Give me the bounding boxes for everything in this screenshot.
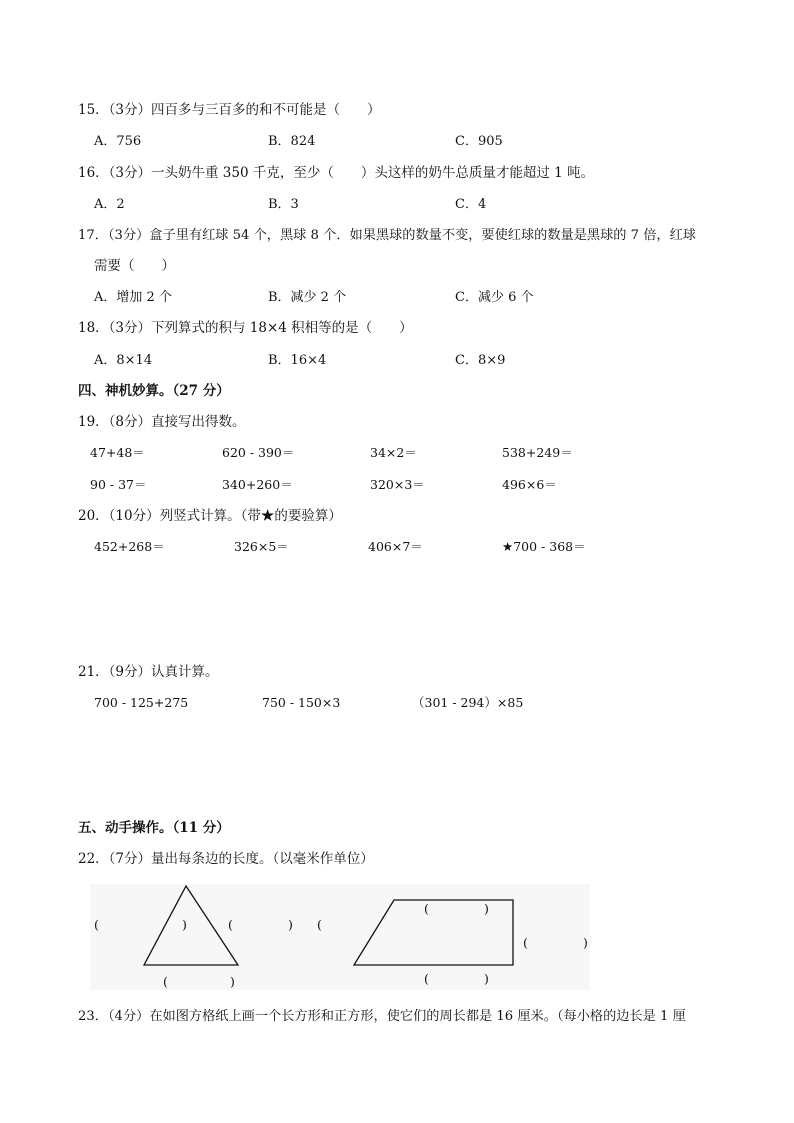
q17-option-c[interactable]: C．减少 6 个: [455, 290, 534, 305]
q20-stem: 20．（10分）列竖式计算。（带★的要验算）: [78, 508, 342, 524]
q19-item-1: 47+48＝: [90, 445, 145, 460]
trapezoid-bottom-open-paren: (: [424, 971, 429, 986]
q21-item-2: 750 - 150×3: [262, 695, 341, 710]
q20-item-2: 326×5＝: [234, 539, 289, 554]
q18-option-a[interactable]: A．8×14: [94, 353, 153, 368]
q19-item-7: 320×3＝: [370, 477, 425, 492]
q19-stem: 19．（8分）直接写出得数。: [78, 414, 246, 430]
q20-item-3: 406×7＝: [368, 539, 423, 554]
q16-option-c[interactable]: C．4: [455, 197, 487, 212]
section-5-heading: 五、动手操作。（11 分）: [78, 820, 230, 836]
q22-stem: 22．（7分）量出每条边的长度。（以毫米作单位）: [78, 851, 374, 867]
q18-stem: 18．（3分）下列算式的积与 18×4 积相等的是（ ）: [78, 320, 413, 336]
q17-stem: 17．（3分）盒子里有红球 54 个，黑球 8 个．如果黑球的数量不变，要使红球的数量是黑球的 7 倍，红球: [78, 228, 696, 243]
trapezoid-left-side-open-paren: (: [317, 917, 322, 932]
q19-item-2: 620 - 390＝: [222, 445, 295, 460]
q19-item-4: 538+249＝: [502, 445, 573, 460]
q15-stem: 15．（3分）四百多与三百多的和不可能是（ ）: [78, 102, 381, 118]
q21-item-1: 700 - 125+275: [94, 695, 189, 710]
q15-option-b[interactable]: B．824: [268, 134, 316, 149]
trapezoid-top-open-paren: (: [424, 901, 429, 916]
q17-option-b[interactable]: B．减少 2 个: [268, 290, 347, 305]
q15-option-c[interactable]: C．905: [455, 134, 503, 149]
q21-item-3: （301 - 294）×85: [412, 695, 524, 710]
q21-stem: 21．（9分）认真计算。: [78, 664, 219, 680]
triangle-right-side-open-paren: (: [228, 917, 233, 932]
q20-item-4: ★700 - 368＝: [502, 539, 586, 554]
trapezoid-bottom-close-paren: ): [484, 971, 489, 986]
triangle-bottom-close-paren: ): [230, 974, 235, 989]
q20-item-1: 452+268＝: [94, 539, 165, 554]
q19-item-5: 90 - 37＝: [90, 477, 147, 492]
triangle-left-side-open-paren: (: [94, 917, 99, 932]
q16-option-b[interactable]: B．3: [268, 197, 299, 212]
triangle-right-side-close-paren: ): [288, 917, 293, 932]
trapezoid-right-side-close-paren: ): [583, 935, 588, 950]
section-4-heading: 四、神机妙算。（27 分）: [78, 383, 230, 399]
q17-option-a[interactable]: A．增加 2 个: [94, 290, 172, 305]
trapezoid-right-side-open-paren: (: [523, 935, 528, 950]
q19-item-8: 496×6＝: [502, 477, 557, 492]
q18-option-c[interactable]: C．8×9: [455, 353, 506, 368]
q19-item-6: 340+260＝: [222, 477, 293, 492]
q17-stem-continued: 需要（ ）: [94, 258, 175, 274]
q15-option-a[interactable]: A．756: [94, 134, 142, 149]
q16-option-a[interactable]: A．2: [94, 197, 125, 212]
q19-item-3: 34×2＝: [370, 445, 417, 460]
q18-option-b[interactable]: B．16×4: [268, 353, 327, 368]
q16-stem: 16．（3分）一头奶牛重 350 千克，至少（ ）头这样的奶牛总质量才能超过 1 吨。: [78, 165, 595, 181]
q23-stem: 23．（4分）在如图方格纸上画一个长方形和正方形，使它们的周长都是 16 厘米。（每小格的边长是 1 厘: [78, 1009, 686, 1024]
trapezoid-top-close-paren: ): [484, 901, 489, 916]
triangle-left-side-close-paren: ): [182, 917, 187, 932]
triangle-bottom-open-paren: (: [163, 974, 168, 989]
